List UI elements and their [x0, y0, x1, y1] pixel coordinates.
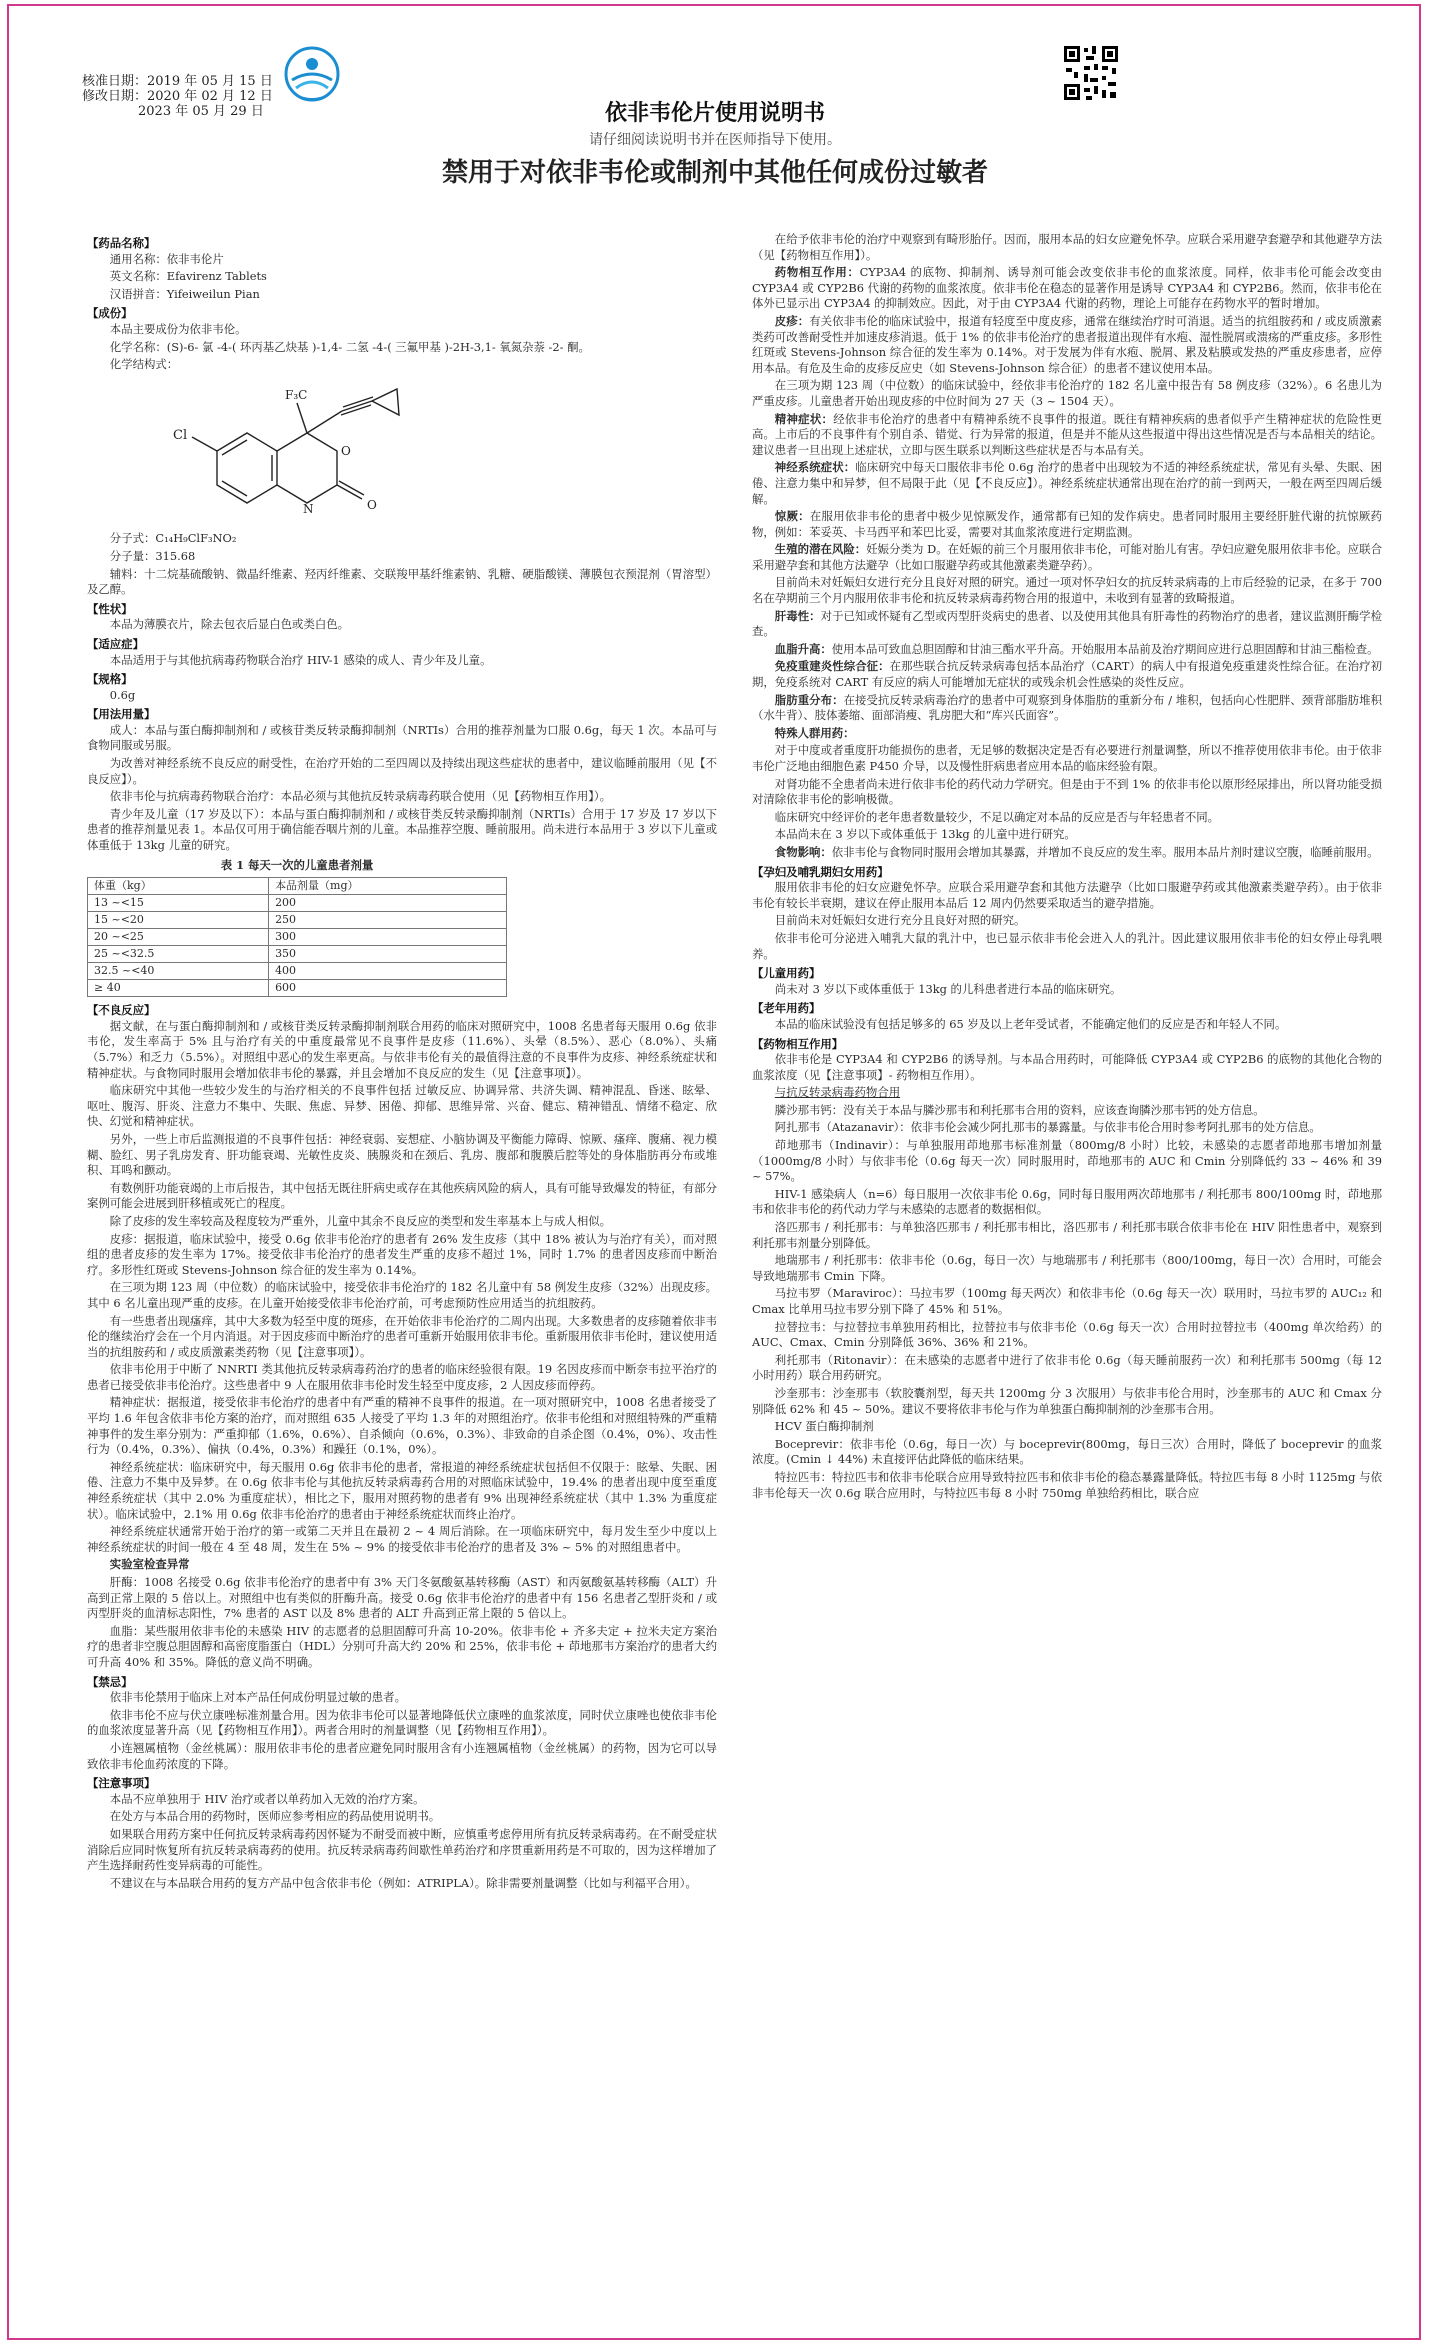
- cf3-group: F₃C: [285, 387, 308, 402]
- chemical-structure: [147, 381, 447, 521]
- cl-atom: Cl: [173, 427, 188, 443]
- caution-heading: 【注意事项】: [87, 1776, 156, 1791]
- elderly-heading: 【老年用药】: [752, 1001, 821, 1016]
- contraception-para: 在给予依非韦伦的治疗中观察到有畸形胎仔。因而，服用本品的妇女应避免怀孕。应联合采用避孕套避孕和其他避孕方法（见【药物相互作用】）。: [752, 232, 1382, 262]
- n-atom: N: [303, 501, 314, 516]
- liver-para: [752, 609, 1382, 640]
- children-para: 尚未对 3 岁以下或体重低于 13kg 的儿科患者进行本品的临床研究。: [774, 981, 1122, 996]
- ddi-para: 地瑞那韦 / 利托那韦：依非韦伦（0.6g，每日一次）与地瑞那韦 / 利托那韦（800/100mg，每日一次）合用时，可能会导致地瑞那韦 Cmin 下降。: [752, 1253, 1382, 1283]
- table-header-row: [88, 878, 507, 895]
- adverse-para: 在三项为期 123 周（中位数）的临床试验中，接受依非韦伦治疗的 182 名儿童中有 58 例发生皮疹（32%）出现皮疹。其中 6 名儿童出现严重的皮疹。在儿童开始接受依非韦伦治疗前，可考虑预防性应用适当的抗组胺药。: [87, 1280, 717, 1310]
- pregnancy-para: 目前尚未对妊娠妇女进行充分且良好对照的研究。: [774, 913, 1026, 928]
- molecular-weight: 分子量：315.68: [109, 548, 196, 563]
- o-atom-ring: O: [341, 443, 351, 458]
- drug-name-heading: 【药品名称】: [87, 236, 156, 250]
- usage-adult: 成人：本品与蛋白酶抑制剂和 / 或核苷类反转录酶抑制剂（NRTIs）合用的推荐剂量为口服 0.6g，每天 1 次。本品可与食物同服或另服。: [87, 722, 717, 753]
- revision-date: 修改日期：2020 年 02 月 12 日: [82, 89, 273, 104]
- table-cell: 300: [269, 929, 507, 946]
- table-cell: 13 ~<15: [88, 895, 269, 912]
- table-cell: 350: [269, 946, 507, 963]
- ddi-para: Boceprevir：依非韦伦（0.6g，每日一次）与 boceprevir(800mg，每日三次）合用时，降低了 boceprevir 的血浆浓度。(Cmin ↓ 44%) 未直接评估此降低的临床结果。: [752, 1436, 1382, 1467]
- ddi-subheading-hcv: HCV 蛋白酶抑制剂: [774, 1419, 874, 1434]
- pinyin-name: 汉语拼音：Yifeiweilun Pian: [109, 286, 260, 301]
- neuro-label: 神经系统症状：: [774, 460, 856, 475]
- adverse-para: 精神症状：据报道，接受依非韦伦治疗的患者中有严重的精神不良事件的报道。在一项对照研究中，1008 名患者接受了平均 1.6 年包含依非韦伦方案的治疗，而对照组 635 人接受了平均 1.3 年的对照组治疗。依非韦伦组和对照组特殊的严重精神事件的发生率分别为：严重抑郁（1.6%，0.6%）、自杀倾向（0.6%，0.3%）、非致命的自杀企图（0.4%，0%）、攻击性行为（0.4%，0.3%）、偏执（0.4%，0.3%）和躁狂（0.1%，0%）。: [87, 1395, 717, 1457]
- repro-para-2: 目前尚未对妊娠妇女进行充分且良好对照的研究。通过一项对怀孕妇女的抗反转录病毒的上市后经验的记录，在多于 700 名在孕期前三个月内服用依非韦伦和抗反转录病毒药物合用的报道中，未收到有显著的致畸报道。: [752, 575, 1382, 606]
- adverse-heading: 【不良反应】: [87, 1003, 156, 1018]
- ddi-para: 马拉韦罗（Maraviroc）：马拉韦罗（100mg 每天两次）和依非韦伦（0.6g 每天一次）联用时，马拉韦罗的 AUC₁₂ 和 Cmax 比单用马拉韦罗分别下降了 45% 和 51%。: [752, 1286, 1382, 1316]
- interactions-heading: 【药物相互作用】: [752, 1036, 844, 1051]
- adverse-para: 血脂：某些服用依非韦伦的未感染 HIV 的志愿者的总胆固醇可升高 10-20%。依非韦伦 + 齐多夫定 + 拉米夫定方案治疗的患者非空腹总胆固醇和高密度脂蛋白（HDL）分别可升高大约 20% 和 25%，依非韦伦 + 茚地那韦方案治疗的患者大约可升高 40% 和 35%。降低的意义尚不明确。: [87, 1623, 717, 1669]
- table-cell: 20 ~<25: [88, 929, 269, 946]
- liver-label: 肝毒性：: [774, 608, 821, 623]
- caution-para: 本品不应单独用于 HIV 治疗或者以单药加入无效的治疗方案。: [109, 1791, 425, 1806]
- caution-para: 不建议在与本品联合用药的复方产品中包含依非韦伦（例如：ATRIPLA）。除非需要剂量调整（比如与利福平合用）。: [109, 1875, 697, 1890]
- fat-para: [752, 693, 1382, 724]
- seizure-text: 在服用依非韦伦的患者中极少见惊厥发作，通常都有已知的发作病史。患者同时服用主要经肝脏代谢的抗惊厥药物，例如：苯妥英、卡马西平和苯巴比妥，需要对其血浆浓度进行定期监测。: [752, 509, 1382, 539]
- adverse-para: 皮疹：据报道，临床试验中，接受 0.6g 依非韦伦治疗的患者有 26% 发生皮疹（其中 18% 被认为与治疗有关），而对照组的患者皮疹的发生率为 17%。接受依非韦伦治疗的患者发生严重的皮疹不超过 1%，同时 1.7% 的患者因皮疹而中断治疗。多形性红斑或 Stevens-Johnson 综合征的发生率为 0.14%。: [87, 1231, 717, 1277]
- structure-label: 化学结构式：: [109, 357, 179, 372]
- col-weight: 体重（kg）: [88, 878, 269, 895]
- indication-heading: 【适应症】: [87, 636, 144, 651]
- document-subtitle: 请仔细阅读说明书并在医师指导下使用。: [589, 132, 841, 148]
- adverse-para: 神经系统症状通常开始于治疗的第一或第二天并且在最初 2 ~ 4 周后消除。在一项临床研究中，每月发生至少中度以上神经系统症状的时间一般在 4 至 48 周，发生在 5% ~ 9% 的接受依非韦伦治疗的患者及 3% ~ 5% 的对照组患者中。: [87, 1524, 717, 1554]
- iris-text: 在那些联合抗反转录病毒包括本品治疗（CART）的病人中有报道免疫重建炎性综合征。在治疗初期，免疫系统对 CART 有反应的病人可能增加无症状的或残余机会性感染的炎性反应。: [752, 659, 1382, 690]
- repro-para: [752, 542, 1382, 573]
- composition-heading: 【成份】: [87, 306, 133, 321]
- pharma-logo-icon: [282, 44, 342, 104]
- title-block: [0, 100, 1430, 188]
- adverse-para: 依非韦伦用于中断了 NNRTI 类其他抗反转录病毒药治疗的患者的临床经验很有限。19 名因皮疹而中断奈韦拉平治疗的患者已接受依非韦伦治疗。这些患者中 9 人在服用依非韦伦时发生轻至中度皮疹，2 人因皮疹而停药。: [87, 1362, 717, 1392]
- indication-text: 本品适用于与其他抗病毒药物联合治疗 HIV-1 感染的成人、青少年及儿童。: [109, 652, 492, 667]
- dose-table: [87, 877, 507, 997]
- ddi-para: 特拉匹韦：特拉匹韦和依非韦伦联合应用导致特拉匹韦和依非韦伦的稳态暴露量降低。特拉匹韦每 8 小时 1125mg 与依非韦伦每天一次 0.6g 联合应用时，与特拉匹韦每 8 小时 750mg 单独给药相比，联合应: [752, 1469, 1382, 1500]
- ddi-para: 沙奎那韦：沙奎那韦（软胶囊剂型，每天共 1200mg 分 3 次服用）与依非韦伦合用时，沙奎那韦的 AUC 和 Cmax 分别降低 62% 和 45 ~ 50%。建议不要将依非韦伦与作为单独蛋白酶抑制剂的沙奎那韦合用。: [752, 1385, 1382, 1416]
- usage-heading: 【用法用量】: [87, 707, 156, 722]
- adverse-para: 据文献，在与蛋白酶抑制剂和 / 或核苷类反转录酶抑制剂联合用药的临床对照研究中，1008 名患者每天服用 0.6g 依非韦伦，发生率高于 5% 且与治疗有关的中重度最常见不良事件是皮疹（11.6%）、头晕（8.5%）、恶心（8.0%）、头痛（5.7%）和乏力（5.5%）。对照组中恶心的发生率更高。与依非韦伦有关的最值得注意的不良事件为皮疹、神经系统症状和精神症状。与食物同时服用会增加依非韦伦的暴露，并且会增加不良反应的发生（见【注意事项】）。: [87, 1018, 717, 1080]
- left-column: [87, 232, 717, 1893]
- approval-date: 核准日期：2019 年 05 月 15 日: [82, 74, 273, 89]
- o-atom-carbonyl: O: [367, 497, 377, 512]
- fat-label: 脂肪重分布：: [774, 692, 844, 707]
- pregnancy-para: 服用依非韦伦的妇女应避免怀孕。应联合采用避孕套和其他方法避孕（比如口服避孕药或其他激素类避孕药）。由于依非韦伦有较长半衰期，建议在停止服用本品后 12 周内仍然要采取适当的避孕措施。: [752, 880, 1382, 910]
- neuro-para: [752, 460, 1382, 507]
- table-cell: 32.5 ~<40: [88, 963, 269, 980]
- ddi-para: HIV-1 感染病人（n=6）每日服用一次依非韦伦 0.6g，同时每日服用两次茚地那韦 / 利托那韦 800/100mg 时，茚地那韦和依非韦伦的药代动力学与未感染的志愿者的数据相似。: [752, 1186, 1382, 1217]
- english-name: 英文名称：Efavirenz Tablets: [109, 269, 267, 284]
- food-label: 食物影响：: [774, 844, 832, 859]
- adverse-para: 有一些患者出现瘙痒，其中大多数为轻至中度的斑疹，在开始依非韦伦治疗的二周内出现。大多数患者的皮疹随着依非韦伦的继续治疗会在一个月内消退。对于因皮疹而中断治疗的患者可重新开始服用依非韦伦。重新服用依非韦伦时，建议使用适当的抗组胺药和 / 或皮质激素类药物（见【注意事项】）。: [87, 1313, 717, 1359]
- skin-text: 有关依非韦伦的临床试验中，报道有轻度至中度皮疹，通常在继续治疗时可消退。适当的抗组胺药和 / 或皮质激素类药可改善耐受性并加速皮疹消退。低于 1% 的依非韦伦治疗的患者报道出现伴有水疱、湿性脱屑或溃疡的严重皮疹。多形性红斑或 Stevens-Johnson 综合征的发生率为 0.14%。对于发展为伴有水疱、脱屑、累及粘膜或发热的严重皮疹患者，应停用本品。有危及生命的皮疹反应史（如 Stevens-Johnson 综合征）的患者不建议使用本品。: [752, 313, 1382, 375]
- skin-para: [752, 314, 1382, 376]
- ddi-para: 膦沙那韦钙：没有关于本品与膦沙那韦和利托那韦合用的资料，应该查询膦沙那韦钙的处方信息。: [774, 1102, 1265, 1117]
- iris-label: 免疫重建炎性综合征：: [774, 659, 890, 674]
- table-cell: 15 ~<20: [88, 912, 269, 929]
- food-text: 依非韦伦与食物同时服用会增加其暴露，并增加不良反应的发生率。服用本品片剂时建议空腹，临睡前服用。: [831, 844, 1379, 859]
- repro-label: 生殖的潜在风险：: [774, 542, 867, 557]
- col-dose: 本品剂量（mg）: [269, 878, 507, 895]
- table-cell: 200: [269, 895, 507, 912]
- interaction-para: [752, 265, 1382, 312]
- elderly-para: 本品的临床试验没有包括足够多的 65 岁及以上老年受试者，不能确定他们的反应是否和年轻人不同。: [774, 1016, 1287, 1031]
- usage-combination: 依非韦伦与抗病毒药物联合治疗：本品必须与其他抗反转录病毒药联合使用（见【药物相互作用】）。: [109, 789, 611, 804]
- neuro-text: 临床研究中每天口服依非韦伦 0.6g 治疗的患者中出现较为不适的神经系统症状，常见有头晕、失眠、困倦、注意力集中和异梦，但不局限于此（见【不良反应】）。神经系统症状通常出现在治疗的前一到两天，一般在两至四周后缓解。: [752, 460, 1382, 506]
- fat-text: 在接受抗反转录病毒治疗的患者中可观察到身体脂肪的重新分布 / 堆积，包括向心性肥胖、颈背部脂肪堆积（水牛背）、肢体萎缩、面部消瘦、乳房肥大和“库兴氏面容”。: [752, 692, 1382, 723]
- lipid-text: 使用本品可致血总胆固醇和甘油三酯水平升高。开始服用本品前及治疗期间应进行总胆固醇和甘油三酯检查。: [831, 641, 1379, 656]
- allergy-warning: 禁用于对依非韦伦或制剂中其他任何成份过敏者: [441, 158, 988, 188]
- excipients: 辅料：十二烷基硫酸钠、微晶纤维素、羟丙纤维素、交联羧甲基纤维素钠、乳糖、硬脂酸镁、薄膜包衣预混剂（胃溶型）及乙醇。: [87, 566, 717, 597]
- special-para: 对肾功能不全患者尚未进行依非韦伦的药代动力学研究。但是由于不到 1% 的依非韦伦以原形经尿排出，所以肾功能受损对清除依非韦伦的影响极微。: [752, 776, 1382, 807]
- table-cell: ≥ 40: [88, 980, 269, 997]
- document-title: 依非韦伦片使用说明书: [604, 100, 825, 126]
- ddi-para: 阿扎那韦（Atazanavir）：依非韦伦会减少阿扎那韦的暴露量。与依非韦伦合用时参考阿扎那韦的处方信息。: [774, 1120, 1321, 1135]
- right-column: [752, 232, 1382, 1503]
- table-cell: 250: [269, 912, 507, 929]
- generic-name: 通用名称：依非韦伦片: [109, 251, 224, 266]
- repro-text: 妊娠分类为 D。在妊娠的前三个月服用依非韦伦，可能对胎儿有害。孕妇应避免服用依非韦伦。应联合采用避孕套和其他方法避孕（比如口服避孕药或其他激素类避孕药）。: [752, 542, 1382, 572]
- table-cell: 600: [269, 980, 507, 997]
- seizure-label: 惊厥：: [774, 509, 810, 524]
- table-row: [88, 912, 507, 929]
- caution-para: 如果联合用药方案中任何抗反转录病毒药因怀疑为不耐受而被中断，应慎重考虑停用所有抗反转录病毒药。在不耐受症状消除后应同时恢复所有抗反转录病毒药的使用。抗反转录病毒药间歇性单药治疗和序贯重新用药是不可取的，因为这样增加了产生选择耐药性变异病毒的可能性。: [87, 1826, 717, 1873]
- adverse-para: 有数例肝功能衰竭的上市后报告，其中包括无既往肝病史或存在其他疾病风险的病人，具有可能导致爆发的特征，有部分案例可能会进展到肝移植或死亡的程度。: [87, 1180, 717, 1211]
- table-row: [88, 980, 507, 997]
- main-ingredient: 本品主要成份为依非韦伦。: [109, 321, 247, 336]
- property-heading: 【性状】: [87, 601, 133, 616]
- ddi-para: 茚地那韦（Indinavir）：与单独服用茚地那韦标准剂量（800mg/8 小时）比较，未感染的志愿者茚地那韦增加剂量（1000mg/8 小时）与依非韦伦（0.6g 每天一次）同时服用时，茚地那韦的 AUC 和 Cmin 分别降低约 33 ~ 46% 和 39 ~ 57%。: [752, 1138, 1382, 1184]
- psych-label: 精神症状：: [774, 411, 834, 426]
- revision-date-2: 2023 年 05 月 29 日: [138, 104, 264, 119]
- table-row: [88, 963, 507, 980]
- lab-abnormal-heading: 实验室检查异常: [109, 1557, 190, 1572]
- ddi-para: 拉替拉韦：与拉替拉韦单独用药相比，拉替拉韦与依非韦伦（0.6g 每天一次）合用时拉替拉韦（400mg 单次给药）的 AUC、Cmax、Cmin 分别降低 36%、36% 和 21%。: [752, 1319, 1382, 1350]
- interactions-label: 药物相互作用：: [774, 265, 860, 280]
- adverse-para: 临床研究中其他一些较少发生的与治疗相关的不良事件包括 过敏反应、协调异常、共济失调、精神混乱、昏迷、眩晕、呕吐、腹泻、肝炎、注意力不集中、失眠、焦虑、异梦、困倦、抑郁、思维异常、兴奋、健忘、精神错乱、情绪不稳定、欣快、幻觉和精神症状。: [87, 1083, 717, 1129]
- contra-para: 小连翘属植物（金丝桃属）：服用依非韦伦的患者应避免同时服用含有小连翘属植物（金丝桃属）的药物，因为它可以导致依非韦伦血药浓度的下降。: [87, 1740, 717, 1771]
- table-row: [88, 929, 507, 946]
- lipid-para: [752, 642, 1382, 658]
- table-row: [88, 946, 507, 963]
- adverse-para: 除了皮疹的发生率较高及程度较为严重外，儿童中其余不良反应的类型和发生率基本上与成人相似。: [109, 1213, 611, 1228]
- skin-label: 皮疹：: [774, 313, 810, 328]
- skin-para-2: 在三项为期 123 周（中位数）的临床试验中，经依非韦伦治疗的 182 名儿童中报告有 58 例皮疹（32%）。6 名患儿为严重皮疹。儿童患者开始出现皮疹的中位时间为 27 天（3 ~ 1504 天）。: [752, 378, 1382, 408]
- pregnancy-heading: 【孕妇及哺乳期妇女用药】: [752, 864, 889, 879]
- special-heading: 特殊人群用药：: [774, 725, 855, 740]
- ddi-para: 利托那韦（Ritonavir）：在未感染的志愿者中进行了依非韦伦 0.6g（每天睡前服药一次）和利托那韦 500mg（每 12 小时用药）联合用药研究。: [752, 1352, 1382, 1383]
- header: [0, 0, 1430, 188]
- special-para: 本品尚未在 3 岁以下或体重低于 13kg 的儿童中进行研究。: [774, 827, 1076, 842]
- ddi-para: 洛匹那韦 / 利托那韦：与单独洛匹那韦 / 利托那韦相比，洛匹那韦 / 利托那韦联合依非韦伦在 HIV 阳性患者中，观察到利托那韦剂量分别降低。: [752, 1220, 1382, 1250]
- caution-para: 在处方与本品合用的药物时，医师应参考相应的药品使用说明书。: [109, 1809, 441, 1824]
- adverse-para: 神经系统症状：临床研究中，每天服用 0.6g 依非韦伦的患者，常报道的神经系统症状包括但不仅限于：眩晕、失眠、困倦、注意力不集中及异梦。在 0.6g 依非韦伦与其他抗反转录病毒药合用的对照临床试验中，19.4% 的患者出现中度至重度神经系统症状（其中 2.0% 为重度症状），相比之下，服用对照药物的患者有 9% 出现神经系统症状（其中 1.3% 为重度症状）。临床试验中，2.1% 用 0.6g 依非韦伦治疗的患者由于神经系统症状而终止治疗。: [87, 1459, 717, 1521]
- children-heading: 【儿童用药】: [752, 966, 821, 981]
- table-row: [88, 895, 507, 912]
- special-para: 临床研究中经评价的老年患者数量较少，不足以确定对本品的反应是否与年轻患者不同。: [774, 809, 1220, 824]
- iris-para: [752, 659, 1382, 690]
- psych-text: 经依非韦伦治疗的患者中有精神系统不良事件的报道。既往有精神疾病的患者似乎产生精神症状的危险性更高。上市后的不良事件有个别自杀、错觉、行为异常的报道，但是并不能从这些报道中得出这些情况是否与本品相关的结论。建议患者一旦出现上述症状，立即与医生联系以判断这些症状是否与本品有关。: [752, 411, 1382, 457]
- interactions-text: CYP3A4 的底物、抑制剂、诱导剂可能会改变依非韦伦的血浆浓度。同样，依非韦伦可能会改变由 CYP3A4 或 CYP2B6 代谢的药物的血浆浓度。依非韦伦在稳态的显著作用是诱导 CYP3A4 和 CYP2B6。然而，依非韦伦在体外已显示出 CYP3A4 的抑制效应。因此，对于由 CYP3A4 代谢的药物，理论上可能存在药物水平的暂时增加。: [752, 265, 1382, 311]
- qr-code-icon: [1062, 44, 1120, 102]
- seizure-para: [752, 509, 1382, 540]
- contra-para: 依非韦伦不应与伏立康唑标准剂量合用。因为依非韦伦可以显著地降低伏立康唑的血浆浓度，同时伏立康唑也使依非韦伦的血浆浓度显著升高（见【药物相互作用】）。两者合用时的剂量调整（见【药物相互作用】）。: [87, 1707, 717, 1738]
- property-text: 本品为薄膜衣片，除去包衣后显白色或类白色。: [109, 617, 350, 632]
- pregnancy-para: 依非韦伦可分泌进入哺乳大鼠的乳汁中，也已显示依非韦伦会进入人的乳汁。因此建议服用依非韦伦的妇女停止母乳喂养。: [752, 930, 1382, 961]
- chemical-name: 化学名称：(S)-6- 氯 -4-( 环丙基乙炔基 )-1,4- 二氢 -4-( 三氟甲基 )-2H-3,1- 氧氮杂萘 -2- 酮。: [109, 339, 590, 354]
- special-para: 对于中度或者重度肝功能损伤的患者，无足够的数据决定是否有必要进行剂量调整，所以不推荐使用依非韦伦。由于依非韦伦广泛地由细胞色素 P450 介导，以及慢性肝病患者应用本品的临床经验有限。: [752, 743, 1382, 773]
- liver-text: 对于已知或怀疑有乙型或丙型肝炎病史的患者、以及使用其他具有肝毒性的药物治疗的患者，建议监测肝酶学检查。: [752, 608, 1382, 639]
- psych-para: [752, 412, 1382, 459]
- usage-bedtime: 为改善对神经系统不良反应的耐受性，在治疗开始的二至四周以及持续出现这些症状的患者中，建议临睡前服用（见【不良反应】）。: [87, 756, 717, 786]
- food-para: [752, 845, 1382, 861]
- usage-children: 青少年及儿童（17 岁及以下）：本品与蛋白酶抑制剂和 / 或核苷类反转录酶抑制剂（NRTIs）合用于 17 岁及 17 岁以下患者的推荐剂量见表 1。本品仅可用于确信能吞咽片剂的儿童。本品推荐空腹、睡前服用。尚未进行本品用于 3 岁以下儿童或体重低于 13kg 儿童的研究。: [87, 806, 717, 853]
- contra-heading: 【禁忌】: [87, 1674, 133, 1689]
- table-cell: 400: [269, 963, 507, 980]
- dose-table-caption: 表 1 每天一次的儿童患者剂量: [220, 857, 374, 872]
- adverse-para: 肝酶：1008 名接受 0.6g 依非韦伦治疗的患者中有 3% 天门冬氨酸氨基转移酶（AST）和丙氨酸氨基转移酶（ALT）升高到正常上限的 5 倍以上。对照组中也有类似的肝酶升高。接受 0.6g 依非韦伦治疗的患者中有 156 名患者乙型肝炎和 / 或丙型肝炎的血清标志阳性，7% 患者的 AST 以及 8% 患者的 ALT 升高到正常上限的 5 倍以上。: [87, 1575, 717, 1621]
- table-cell: 25 ~<32.5: [88, 946, 269, 963]
- molecular-formula: 分子式：C₁₄H₉ClF₃NO₂: [109, 531, 237, 546]
- lipid-label: 血脂升高：: [774, 641, 832, 656]
- spec-heading: 【规格】: [87, 672, 133, 687]
- spec-text: 0.6g: [109, 687, 136, 702]
- contra-para: 依非韦伦禁用于临床上对本产品任何成份明显过敏的患者。: [109, 1690, 406, 1705]
- ddi-subheading: 与抗反转录病毒药物合用: [774, 1085, 901, 1100]
- ddi-para: 依非韦伦是 CYP3A4 和 CYP2B6 的诱导剂。与本品合用药时，可能降低 CYP3A4 或 CYP2B6 的底物的其他化合物的血浆浓度（见【注意事项】- 药物相互作用）。: [752, 1052, 1382, 1082]
- adverse-para: 另外，一些上市后监测报道的不良事件包括：神经衰弱、妄想症、小脑协调及平衡能力障碍、惊厥、瘙痒、腹痛、视力模糊、脸红、男子乳房发育、肝功能衰竭、光敏性皮炎、胰腺炎和在颈后、乳房、腹部和腹膜后腔等处的身体脂肪再分布或堆积、耳鸣和颤动。: [87, 1131, 717, 1178]
